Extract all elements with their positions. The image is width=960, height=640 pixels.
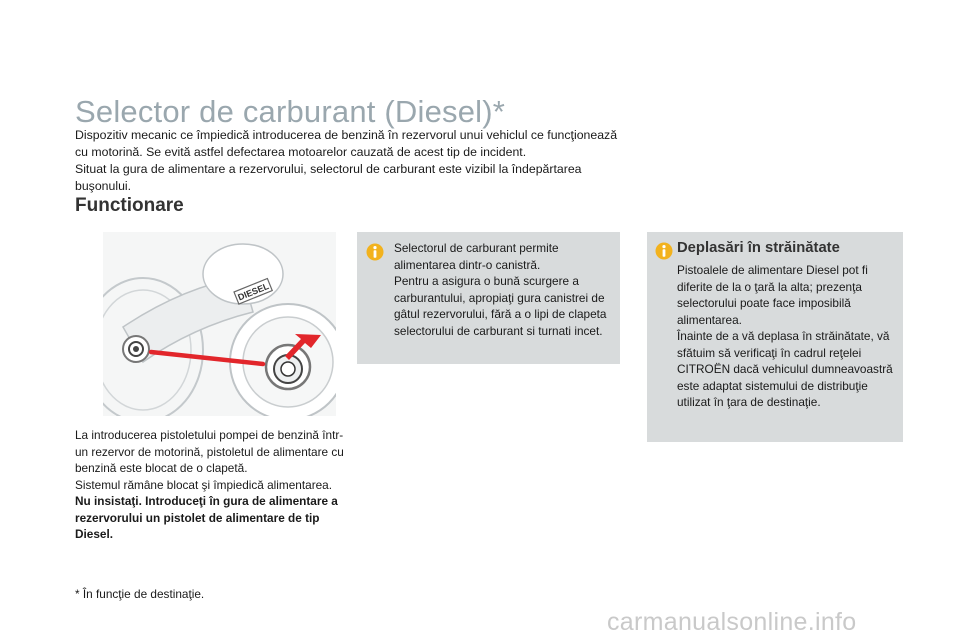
operation-description (75, 427, 347, 543)
info-box-travel-abroad (647, 232, 903, 442)
footnote: * În funcţie de destinaţie. (75, 587, 205, 601)
watermark: carmanualsonline.info (607, 608, 857, 636)
intro-paragraph-2: Situat la gura de alimentare a rezervorului, selectorul de carburant este vizibil la îndepărtarea buşonului. (75, 162, 582, 193)
fuel-selector-illustration (103, 232, 336, 416)
info-icon (655, 242, 673, 260)
section-title: Functionare (75, 195, 184, 216)
intro-paragraph-1: Dispozitiv mecanic ce împiedică introducerea de benzină în rezervorul unui vehiclul ce funcţionează cu motorină. Se evită astfel defectarea motoarelor cauzată de acest tip de incident. (75, 128, 618, 159)
intro-text (75, 127, 620, 195)
page-title: Selector de carburant (Diesel)* (75, 94, 506, 129)
travel-paragraph-2: Înainte de a vă deplasa în străinătate, vă sfătuim să verificaţi în cadrul reţelei CITROËN dacă vehiculul dumneavoastră este adaptat sistemului de distribuţie utilizat în ţara de destinaţie. (677, 329, 893, 409)
canister-paragraph-1: Selectorul de carburant permite alimentarea dintr-o canistră. (394, 241, 559, 272)
travel-abroad-heading: Deplasări în străinătate (677, 240, 840, 256)
diesel-label: DIESEL (236, 281, 271, 303)
body-warning: Nu insistaţi. Introduceţi în gura de alimentare a rezervorului un pistolet de alimentare de tip Diesel. (75, 494, 338, 541)
body-paragraph-1: La introducerea pistoletului pompei de benzină într-un rezervor de motorină, pistoletul de alimentare cu benzină este blocat de o clapetă. (75, 428, 344, 475)
travel-paragraph-1: Pistoalele de alimentare Diesel pot fi diferite de la o ţară la alta; prezenţa selectorului poate face imposibilă alimentarea. (677, 263, 868, 327)
info-box-canister (357, 232, 620, 364)
body-paragraph-2: Sistemul rămâne blocat şi împiedică alimentarea. (75, 477, 333, 492)
canister-paragraph-2: Pentru a asigura o bună scurgere a carburantului, apropiaţi gura canistrei de gâtul rezervorului, fără a o lipi de clapeta selectorului de carburant si turnati incet. (394, 274, 607, 338)
info-icon (366, 243, 384, 261)
